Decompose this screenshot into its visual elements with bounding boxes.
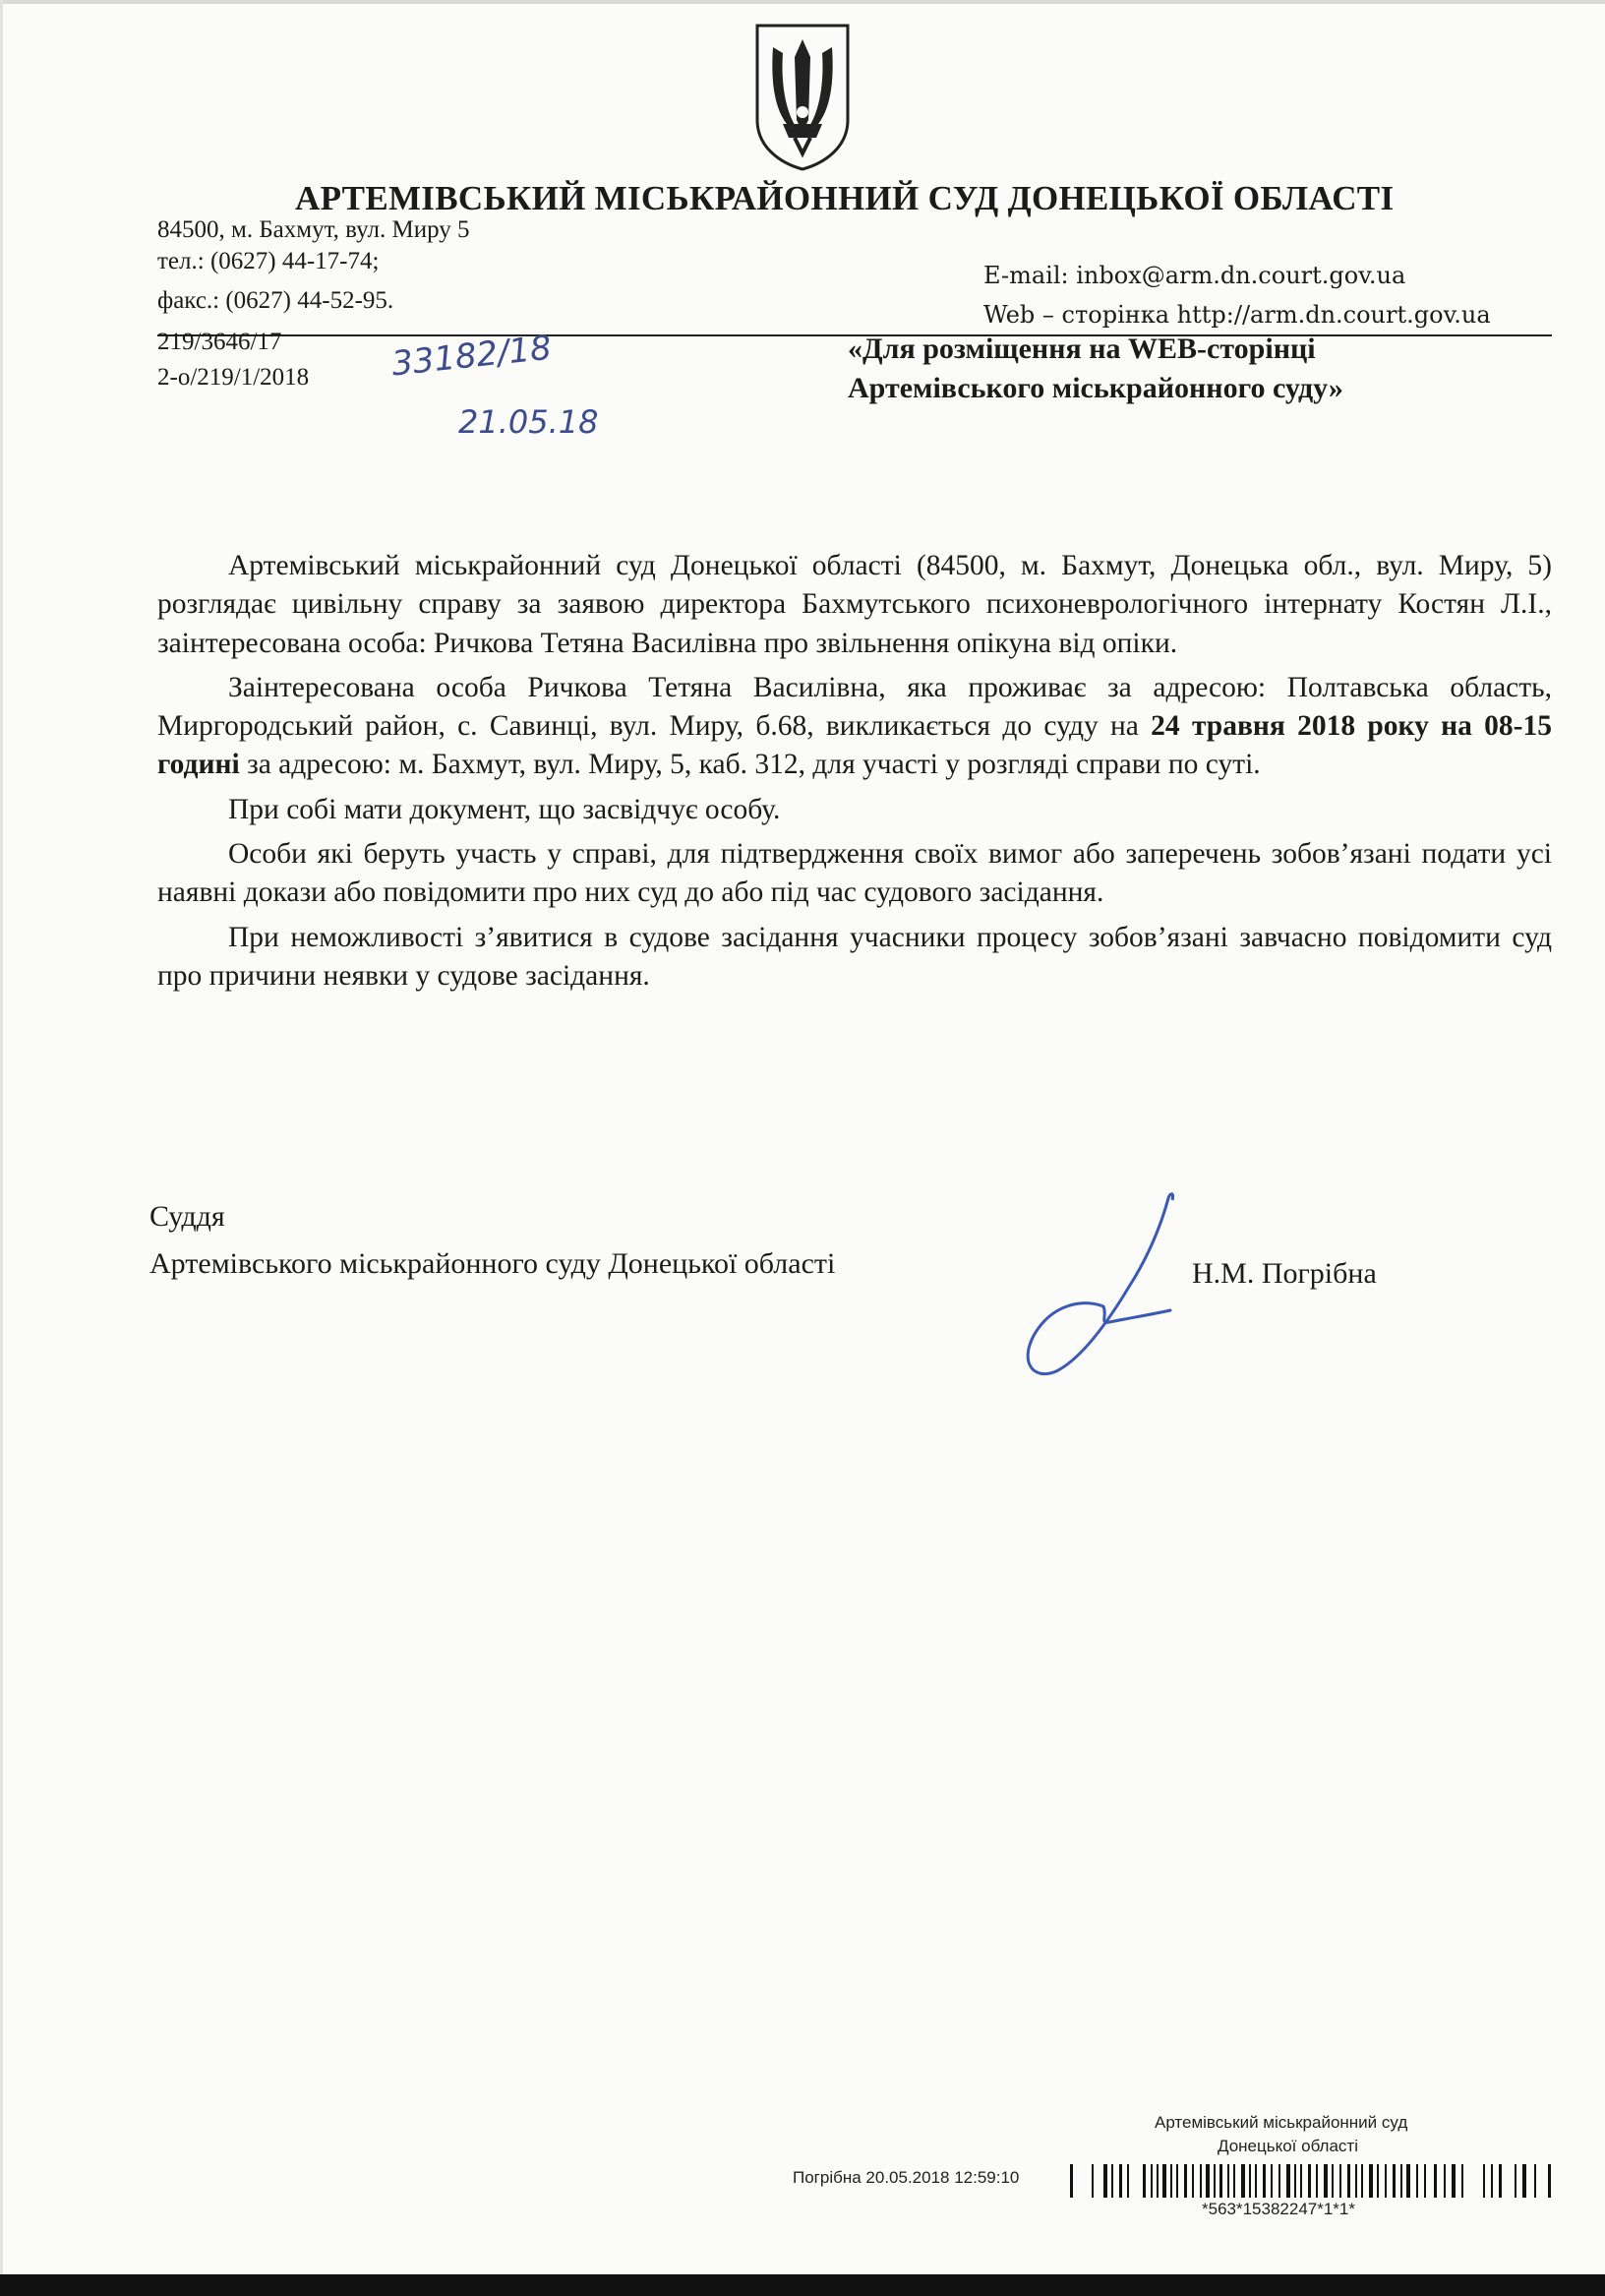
court-email: E-mail: inbox@arm.dn.court.gov.ua: [983, 262, 1406, 289]
hearing-date-time: 24 травня 2018 року на 08-15 годині: [157, 710, 1553, 781]
barcode-code: *563*15382247*1*1*: [1202, 2200, 1355, 2218]
scan-edge-bottom: [0, 2274, 1605, 2296]
court-address: 84500, м. Бахмут, вул. Миру 5: [157, 216, 470, 243]
court-name: АРТЕМІВСЬКИЙ МІСЬКРАЙОННИЙ СУД ДОНЕЦЬКОЇ ОБЛАСТІ: [295, 179, 1395, 217]
judge-name: Н.М. Погрібна: [1192, 1257, 1377, 1290]
stamp-author-datetime: Погрібна 20.05.2018 12:59:10: [793, 2168, 1020, 2187]
web-publication-note-line2: Артемівського міськрайонного суду»: [848, 372, 1343, 404]
case-number: 219/3646/17: [157, 329, 282, 355]
paragraph-summons: Заінтересована особа Ричкова Тетяна Василівна, яка проживає за адресою: Полтавська область, Миргородський район, с. Савинці, вул. Миру, б.68, викликається до суду на 24 травня 2018 року на 08-15 годині за адресою: м. Бахмут, вул. Миру, 5, каб. 312, для участі у розгляді справи по суті.: [157, 671, 1553, 781]
document-barcode: [1070, 2164, 1552, 2198]
notice-body: [157, 547, 1552, 996]
signatory-court: Артемівського міськрайонного суду Донецької області: [149, 1247, 836, 1280]
court-phone: тел.: (0627) 44-17-74;: [157, 248, 380, 274]
judge-signature: [1013, 1188, 1180, 1381]
paragraph-evidence: Особи які беруть участь у справі, для підтвердження своїх вимог або заперечень зобов’язані подати усі наявні докази або повідомити про них суд до або під час судового засідання.: [157, 838, 1552, 909]
stamp-court-line2: Донецької області: [1218, 2137, 1358, 2155]
signatory-title: Суддя: [149, 1200, 225, 1233]
paragraph-identity-document: При собі мати документ, що засвідчує особу.: [228, 793, 781, 825]
handwritten-registration-number: 33182/18: [389, 328, 554, 385]
proceeding-number: 2-о/219/1/2018: [157, 364, 310, 391]
web-publication-note-line1: «Для розміщення на WEB-сторінці: [848, 332, 1316, 365]
paragraph-case-description: Артемівський міськрайонний суд Донецької області (84500, м. Бахмут, Донецька обл., вул. Миру, 5) розглядає цивільну справу за заявою директора Бахмутського психоневрологічного інтернату Костян Л.І., заінтересована особа: Ричкова Тетяна Василівна про звільнення опікуна від опіки.: [157, 550, 1552, 659]
scan-edge-top: [0, 0, 1605, 4]
coat-of-arms-icon: [751, 18, 854, 171]
paragraph-absence-notice: При неможливості з’явитися в судове засідання учасники процесу зобов’язані завчасно повідомити суд про причини неявки у судове засідання.: [157, 921, 1552, 992]
court-fax: факс.: (0627) 44-52-95.: [157, 287, 394, 314]
stamp-court-line1: Артемівський міськрайонний суд: [1155, 2113, 1408, 2132]
handwritten-date: 21.05.18: [458, 403, 599, 441]
court-website: Web – сторінка http://arm.dn.court.gov.ua: [983, 301, 1491, 329]
scan-edge-left: [0, 0, 3, 2274]
